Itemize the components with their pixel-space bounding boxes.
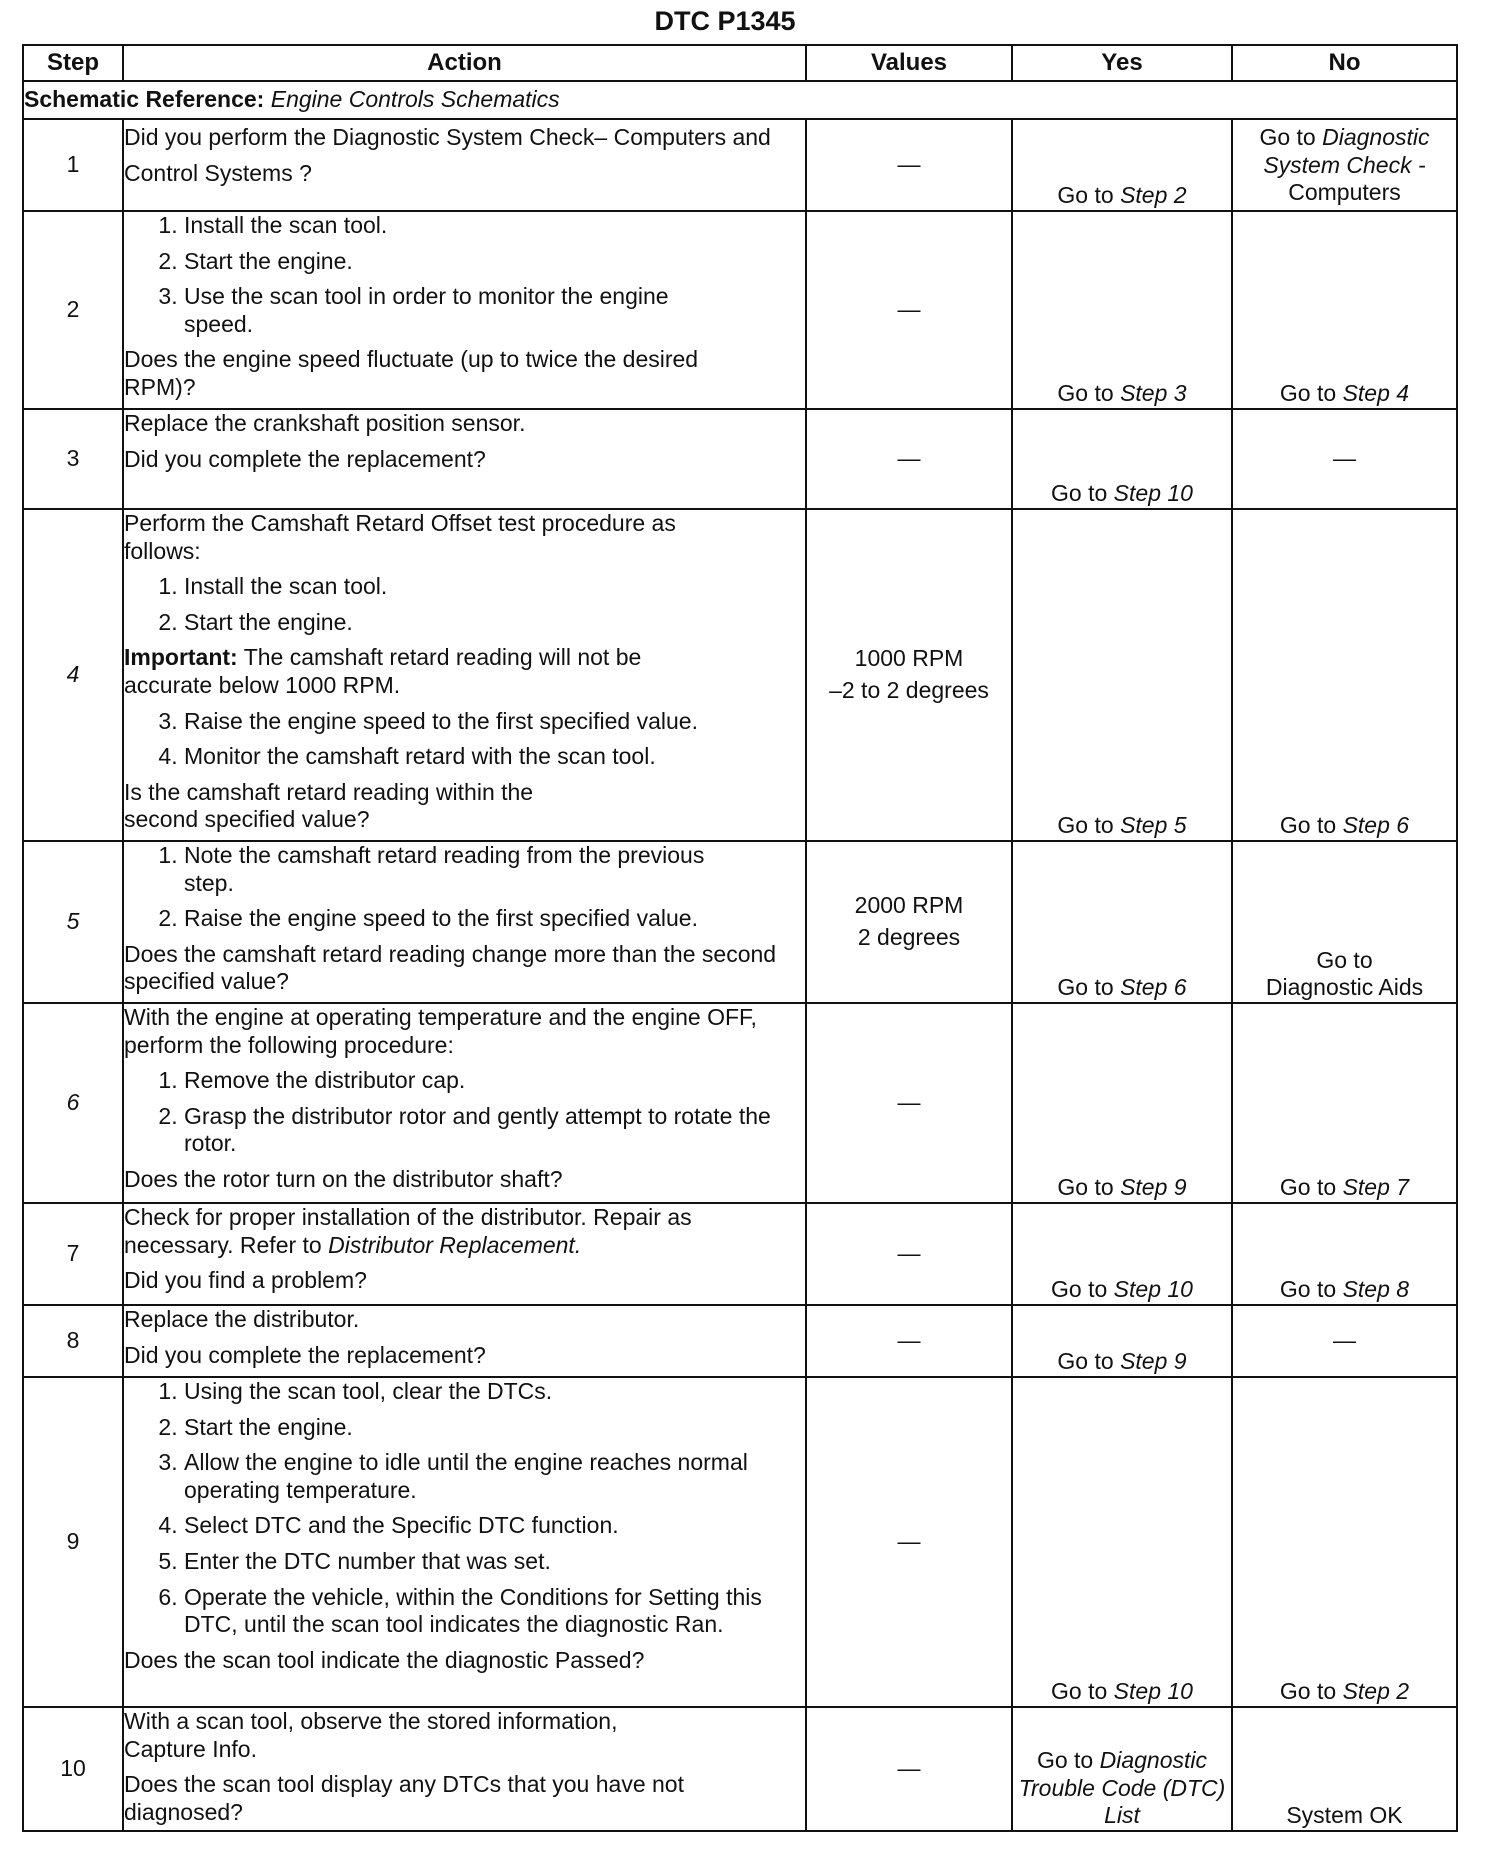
no-diagnostic-aids-link[interactable]: Diagnostic Aids [1265,974,1424,1001]
action-cell [123,509,806,841]
no-cell [1232,1203,1457,1305]
action-cell [123,841,806,1003]
important-text: The camshaft retard reading will not be accurate below 1000 RPM. [124,644,642,698]
action-list [124,212,805,338]
no-prefix: Go to [1279,380,1337,407]
empty-value-dash: — [897,296,921,323]
values-cell [806,1707,1012,1831]
values-cell [806,119,1012,211]
empty-value-dash: — [897,445,921,472]
action-list [124,573,805,636]
yes-prefix: Go to [1057,380,1114,407]
action-question: Does the rotor turn on the distributor shaft? [124,1165,563,1192]
action-question: Does the scan tool indicate the diagnostic Passed? [124,1646,645,1673]
step-number: 2 [23,211,123,409]
list-item: 2. Raise the engine speed to the first specified value. [184,905,805,933]
diagnostic-table [22,44,1458,1832]
action-cell [123,119,806,211]
table-row [23,509,1457,841]
action-cell [123,1377,806,1707]
no-cell [1232,1305,1457,1377]
yes-cell [1012,1203,1232,1305]
yes-step-link[interactable]: Step 10 [1113,480,1193,507]
list-item: 3. Allow the engine to idle until the engine reaches normal operating temperature. [184,1449,805,1504]
no-prefix: Go to [1279,812,1337,839]
no-cell [1232,409,1457,509]
action-question: Did you complete the replacement? [124,445,486,472]
no-cell [1232,841,1457,1003]
action-list [124,842,805,933]
list-item: 3. Raise the engine speed to the first specified value. [184,708,805,736]
schematic-label: Schematic Reference: [24,86,265,113]
action-intro: With the engine at operating temperature and the engine OFF, perform the following procedure: [124,1004,757,1058]
list-item: 1. Install the scan tool. [184,573,805,601]
action-list [124,1067,805,1158]
step-number: 5 [23,841,123,1003]
action-intro-text: Check for proper installation of the distributor. Repair as necessary. Refer to [124,1204,692,1258]
empty-value-dash: — [1333,1327,1356,1354]
values-cell [806,1305,1012,1377]
action-cell [123,211,806,409]
empty-value-dash: — [897,1528,921,1555]
values-cell [806,841,1012,1003]
yes-step-link[interactable]: Step 2 [1120,182,1187,209]
step-number: 3 [23,409,123,509]
action-intro: With a scan tool, observe the stored information, Capture Info. [124,1708,618,1762]
no-step-link[interactable]: Diagnostic System Check - [1263,124,1430,178]
action-intro [124,1204,805,1259]
page-title: DTC P1345 [654,6,796,36]
action-list [124,708,805,771]
list-item: 1. Remove the distributor cap. [184,1067,805,1095]
step-number: 4 [23,509,123,841]
yes-cell [1012,409,1232,509]
action-cell [123,1203,806,1305]
list-item: 2. Start the engine. [184,609,805,637]
action-cell [123,1707,806,1831]
yes-cell [1012,509,1232,841]
yes-cell [1012,1003,1232,1203]
no-step-link[interactable]: Step 7 [1342,1174,1410,1201]
action-question: Does the engine speed fluctuate (up to twice the desired RPM)? [124,346,699,400]
schematic-link[interactable]: Engine Controls Schematics [270,86,560,113]
header-action: Action [123,45,806,81]
values-cell [806,211,1012,409]
list-item: 5. Enter the DTC number that was set. [184,1548,805,1576]
action-intro: Replace the crankshaft position sensor. [124,410,526,436]
action-intro: Replace the distributor. [124,1306,360,1332]
values-cell [806,509,1012,841]
list-item: 1. Note the camshaft retard reading from the previous step. [184,842,805,897]
yes-step-link[interactable]: Step 10 [1113,1276,1193,1303]
action-cell [123,1003,806,1203]
table-row [23,211,1457,409]
empty-value-dash: — [897,1755,921,1782]
empty-value-dash: — [897,1240,921,1267]
value-rpm: 1000 RPM [854,645,964,672]
yes-cell [1012,211,1232,409]
list-item: 2. Grasp the distributor rotor and gently attempt to rotate the rotor. [184,1103,805,1158]
yes-step-link[interactable]: Step 5 [1120,812,1187,839]
yes-cell [1012,119,1232,211]
yes-prefix: Go to [1057,974,1114,1001]
values-cell [806,1203,1012,1305]
yes-prefix: Go to [1051,480,1108,507]
empty-value-dash: — [897,151,921,178]
action-list [124,1378,805,1639]
action-question: Did you find a problem? [124,1267,367,1294]
list-item: 4. Monitor the camshaft retard with the scan tool. [184,743,805,771]
action-intro: Perform the Camshaft Retard Offset test procedure as follows: [124,510,676,564]
no-prefix: Go to [1279,1678,1337,1705]
header-yes: Yes [1012,45,1232,81]
yes-cell [1012,1305,1232,1377]
list-item: 1. Using the scan tool, clear the DTCs. [184,1378,805,1406]
value-degrees: 2 degrees [857,924,961,950]
header-row [23,45,1457,81]
list-item: 2. Start the engine. [184,1414,805,1442]
yes-step-link[interactable]: Step 9 [1120,1174,1187,1201]
step-number: 1 [23,119,123,211]
no-cell [1232,509,1457,841]
action-question: Did you complete the replacement? [124,1341,486,1368]
action-cell [123,409,806,509]
yes-prefix: Go to [1057,812,1114,839]
header-values: Values [806,45,1012,81]
no-step-link[interactable]: Step 6 [1342,812,1410,839]
no-cell [1232,119,1457,211]
yes-cell [1012,1707,1232,1831]
dtc-list-link[interactable]: Diagnostic Trouble Code (DTC) List [1018,1747,1226,1829]
no-suffix: Computers [1288,179,1401,206]
no-cell [1232,211,1457,409]
no-cell [1232,1377,1457,1707]
action-question: Is the camshaft retard reading within the second specified value? [124,778,534,833]
table-row [23,1305,1457,1377]
step-number: 10 [23,1707,123,1831]
empty-value-dash: — [897,1089,921,1116]
yes-prefix: Go to [1036,1747,1094,1774]
table-row [23,1707,1457,1831]
step-number: 6 [23,1003,123,1203]
list-item: 2. Start the engine. [184,248,805,276]
value-rpm: 2000 RPM [854,892,964,919]
yes-step-link[interactable]: Step 6 [1120,974,1187,1001]
important-label: Important: [124,644,238,671]
yes-prefix: Go to [1057,1174,1114,1201]
list-item: 6. Operate the vehicle, within the Conditions for Setting this DTC, until the scan tool indicates the diagnostic Ran. [184,1584,805,1639]
list-item: 1. Install the scan tool. [184,212,805,240]
distributor-replacement-link[interactable]: Distributor Replacement. [328,1231,582,1258]
important-note [124,644,805,699]
no-prefix: Go to [1259,124,1316,150]
yes-cell [1012,1377,1232,1707]
table-row [23,841,1457,1003]
header-no: No [1232,45,1457,81]
yes-prefix: Go to [1051,1276,1108,1303]
values-cell [806,409,1012,509]
yes-step-link[interactable]: Step 3 [1120,380,1187,407]
no-cell [1232,1707,1457,1831]
schematic-row [23,81,1457,119]
action-question: Does the camshaft retard reading change more than the second specified value? [124,940,777,995]
no-step-link[interactable]: Step 8 [1342,1276,1410,1303]
list-item: 4. Select DTC and the Specific DTC function. [184,1512,805,1540]
yes-step-link[interactable]: Step 9 [1120,1348,1187,1375]
no-prefix: Go to [1279,1174,1337,1201]
step-number: 7 [23,1203,123,1305]
value-degrees: –2 to 2 degrees [829,677,989,703]
yes-cell [1012,841,1232,1003]
action-question: Does the scan tool display any DTCs that you have not diagnosed? [124,1771,684,1825]
table-row [23,1003,1457,1203]
step-number: 8 [23,1305,123,1377]
schematic-reference [23,81,1457,119]
no-prefix: Go to [1316,946,1373,973]
empty-value-dash: — [897,1327,921,1354]
values-cell [806,1003,1012,1203]
action-question: Did you perform the Diagnostic System Check– Computers and Control Systems ? [124,124,771,186]
system-ok-text: System OK [1286,1802,1403,1829]
table-row [23,1377,1457,1707]
empty-value-dash: — [1333,445,1356,472]
table-row [23,409,1457,509]
no-prefix: Go to [1279,1276,1337,1303]
yes-prefix: Go to [1057,182,1114,209]
no-step-link[interactable]: Step 4 [1342,380,1410,407]
header-step: Step [23,45,123,81]
no-cell [1232,1003,1457,1203]
step-number: 9 [23,1377,123,1707]
yes-prefix: Go to [1057,1348,1114,1375]
action-cell [123,1305,806,1377]
table-row [23,119,1457,211]
values-cell [806,1377,1012,1707]
yes-prefix: Go to [1051,1678,1108,1705]
yes-step-link[interactable]: Step 10 [1113,1678,1193,1705]
list-item: 3. Use the scan tool in order to monitor the engine speed. [184,283,805,338]
no-step-link[interactable]: Step 2 [1342,1678,1410,1705]
table-row [23,1203,1457,1305]
